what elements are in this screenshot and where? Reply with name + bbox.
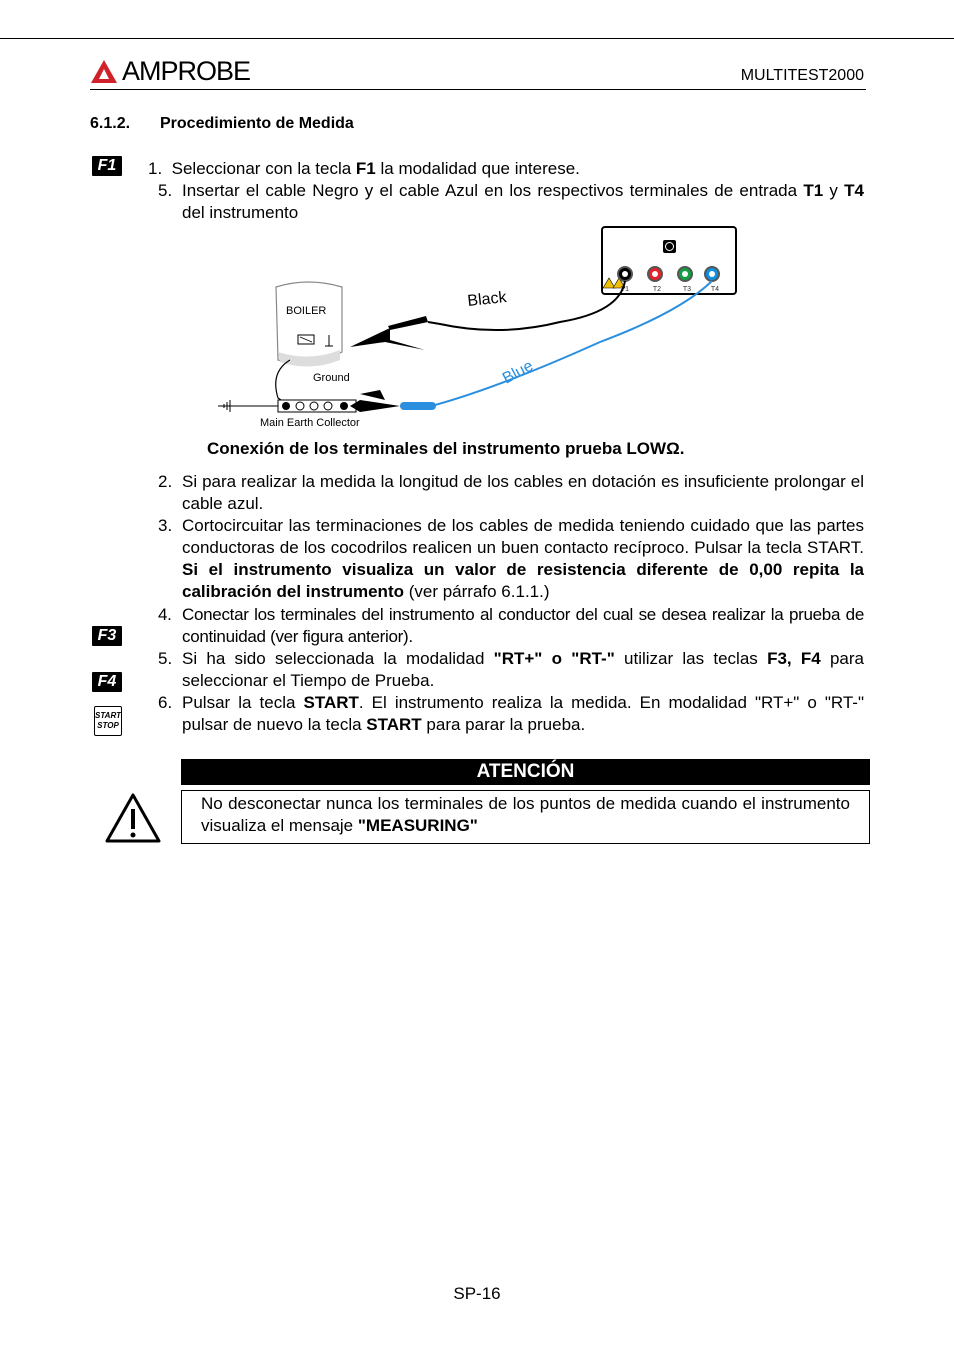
terminal-t2-label: T2 — [652, 286, 662, 293]
step-3 — [158, 515, 864, 603]
step-text: Seleccionar con la tecla — [171, 159, 356, 178]
blue-plug — [400, 402, 436, 410]
page-number: SP-16 — [453, 1284, 501, 1303]
instrument-knob-icon — [663, 240, 676, 253]
start-stop-key-icon — [94, 706, 122, 736]
step-number: 1. — [148, 159, 163, 178]
step-text: Si ha sido seleccionada la modalidad — [182, 649, 494, 668]
terminal-t4-label: T4 — [710, 286, 720, 293]
model-name: MULTITEST2000 — [740, 67, 864, 84]
stop-key-label: STOP — [97, 721, 119, 730]
step-number: 3. — [158, 516, 173, 535]
section-heading — [90, 115, 354, 133]
f1-key-icon: F1 — [92, 156, 122, 176]
step-5-insert — [158, 180, 864, 224]
warning-icon — [104, 792, 162, 844]
step-number: 6. — [158, 693, 173, 712]
blue-crocodile-clip — [350, 400, 400, 412]
step-text: (ver párrafo 6.1.1.) — [404, 582, 550, 601]
warning-text-bold: "MEASURING" — [357, 816, 478, 835]
top-rule — [0, 38, 954, 39]
section-number: 6.1.2. — [90, 115, 131, 132]
step-1 — [148, 158, 864, 180]
brand-name: AMPROBE — [122, 56, 251, 86]
blue-cable-label: Blue — [499, 357, 537, 388]
step-number: 2. — [158, 472, 173, 491]
figure-caption: Conexión de los terminales del instrumento prueba LOWΩ. — [207, 439, 685, 458]
collector-label: Main Earth Collector — [260, 417, 360, 429]
step-text: la modalidad que interese. — [375, 159, 580, 178]
step-text: Conectar los terminales del instrumento al conductor del cual se desea realizar la prueba de continuidad (ver figura anterior). — [182, 605, 864, 646]
ground-label: Ground — [313, 372, 350, 384]
step-text-bold: T1 — [803, 181, 824, 200]
warning-message — [181, 790, 870, 844]
step-text: Pulsar la tecla — [182, 693, 304, 712]
black-cable-label: Black — [466, 288, 508, 310]
step-text: Si para realizar la medida la longitud de los cables en dotación es insuficiente prolongar el cable azul. — [182, 472, 864, 513]
step-5-select-time — [158, 648, 864, 692]
step-number: 5. — [158, 649, 173, 668]
step-text-bold: "RT+" o "RT-" — [493, 649, 615, 668]
brand-logo — [90, 56, 250, 86]
terminal-t3-label: T3 — [682, 286, 692, 293]
step-text: para seleccionar el Tiempo de Prueba. — [182, 649, 864, 690]
warning-text: No desconectar nunca los terminales de los puntos de medida cuando el instrumento visualiza el mensaje — [201, 794, 850, 835]
header-rule — [90, 89, 866, 90]
f3-key-icon: F3 — [92, 626, 122, 646]
step-text: Cortocircuitar las terminaciones de los cables de medida teniendo cuidado que las partes conductoras de los cocodrilos realicen un buen contacto recíproco. Pulsar la tecla START. — [182, 516, 864, 557]
warning-title: ATENCIÓN — [181, 759, 870, 785]
start-key-label: START — [95, 711, 121, 720]
step-6 — [158, 692, 864, 736]
boiler-body — [276, 282, 342, 364]
step-text: Insertar el cable Negro y el cable Azul en los respectivos terminales de entrada — [182, 181, 804, 200]
step-text: del instrumento — [182, 203, 299, 222]
black-crocodile-clip — [350, 328, 425, 350]
step-number: 4. — [158, 605, 172, 624]
step-text: y — [823, 181, 845, 200]
step-text: utilizar las teclas — [614, 649, 768, 668]
connection-diagram — [200, 222, 760, 432]
step-text-bold: START — [303, 693, 359, 712]
step-text-bold: START — [366, 715, 422, 734]
step-text-bold: Si el instrumento visualiza un valor de resistencia diferente de 0,00 repita la calibración del instrumento — [182, 560, 864, 601]
step-text-bold: T4 — [844, 181, 864, 200]
step-text-bold: F1 — [355, 159, 376, 178]
f4-key-icon: F4 — [92, 672, 122, 692]
amprobe-triangle-icon — [90, 59, 118, 84]
black-cable — [428, 281, 625, 330]
terminal-t1-label: T1 — [620, 286, 630, 293]
step-number: 5. — [158, 181, 173, 200]
boiler-label: BOILER — [286, 305, 327, 317]
section-title: Procedimiento de Medida — [160, 115, 354, 132]
step-text-bold: F3, F4 — [767, 649, 821, 668]
step-2 — [158, 471, 864, 515]
step-text: para parar la prueba. — [421, 715, 586, 734]
step-text: . El instrumento realiza la medida. En modalidad "RT+" o "RT-" pulsar de nuevo la tecla — [182, 693, 865, 734]
step-4 — [158, 604, 864, 648]
